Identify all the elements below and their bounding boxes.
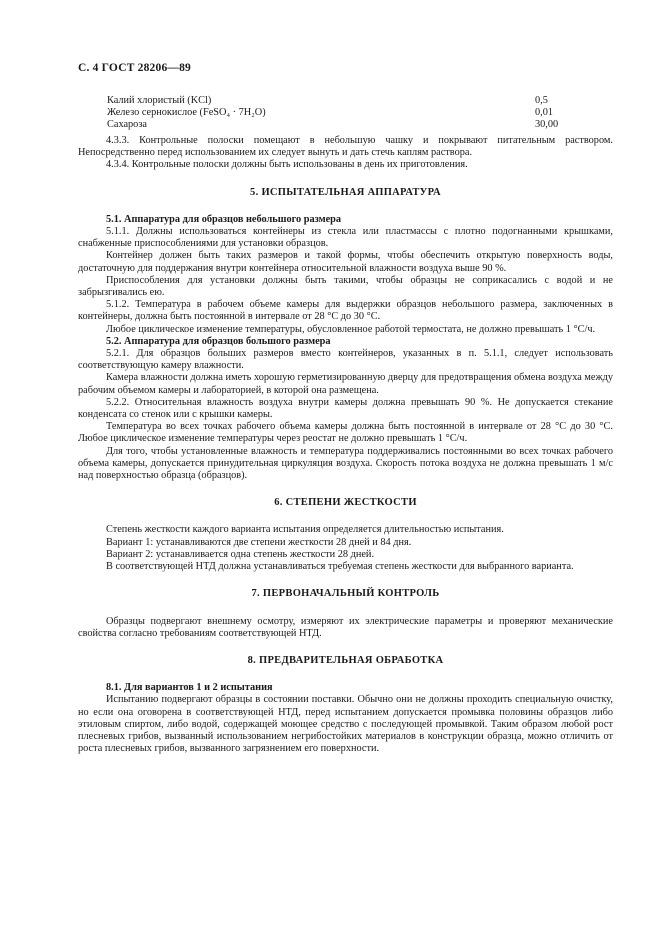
reagent-name: Калий хлористый (KCl) [107,95,212,106]
paragraph: Камера влажности должна иметь хорошую герметизированную дверцу для предотвращения обмена воздуха между рабочим объемом камеры и лабораторией, в которой она размещена. [78,372,613,396]
paragraph: Вариант 2: устанавливается одна степень жесткости 28 дней. [106,548,375,560]
paragraph: Для того, чтобы установленные влажность и температура поддерживались постоянными во всех точках рабочего объема камеры, допускается принудительная циркуляция воздуха. Скорость потока воздуха не должна превышать 1 м/с над поверхностью образца (образцов). [78,445,613,482]
section-5-heading: 5. ИСПЫТАТЕЛЬНАЯ АППАРАТУРА [250,186,441,198]
reagent-table [107,95,567,132]
paragraph-5-2-1: 5.2.1. Для образцов больших размеров вместо контейнеров, указанных в п. 5.1.1, следует использовать соответствующую камеру влажности. [78,348,613,372]
reagent-value: 0,01 [535,107,554,119]
paragraph-5-1-1: 5.1.1. Должны использоваться контейнеры из стекла или пластмассы с плотно подогнанными крышками, снабженные приспособлениями для установки образцов. [78,226,613,250]
reagent-name: Железо сернокислое (FeSO₄ · 7H₂O) [107,107,266,119]
paragraph: Приспособления для установки должны быть такими, чтобы образцы не соприкасались с водой и не забрызгивались ею. [78,274,613,299]
reagent-value: 0,5 [535,95,548,106]
paragraph: Контейнер должен быть таких размеров и такой формы, чтобы обеспечить открытую поверхность воды, достаточную для поддержания внутри контейнера относительной влажности воздуха выше 90 %. [78,250,613,274]
reagent-name: Сахароза [107,119,147,131]
paragraph: Образцы подвергают внешнему осмотру, измеряют их электрические параметры и проверяют механические свойства согласно требованиям соответствующей НТД. [78,615,613,639]
reagent-row [107,119,567,131]
paragraph-5-2-2: 5.2.2. Относительная влажность воздуха внутри камеры должна превышать 90 %. Не допускается стекание конденсата со стенок или с крышки камеры. [78,396,613,421]
running-head: С. 4 ГОСТ 28206—89 [78,62,191,74]
subsection-8-1-heading: 8.1. Для вариантов 1 и 2 испытания [106,682,273,694]
paragraph: Степень жесткости каждого варианта испытания определяется длительностью испытания. [106,524,504,536]
paragraph: Испытанию подвергают образцы в состоянии поставки. Обычно они не должны проходить специальную очистку, но если она оговорена в соответствующей НТД, перед испытанием допускается промывка половины образцов либо этиловым спиртом, либо водой, содержащей моющее средство с последующей промывкой. Таким образом любой рост плесневых грибов, вызванный использованием негрибостойких материалов в конструкции образца, можно отличить от роста плесневых грибов, вызванного загрязнением его поверхности. [78,694,613,755]
section-6-heading: 6. СТЕПЕНИ ЖЕСТКОСТИ [274,497,417,509]
paragraph: Вариант 1: устанавливаются две степени жесткости 28 дней и 84 дня. [106,536,412,548]
paragraph-4-3-4: 4.3.4. Контрольные полоски должны быть использованы в день их приготовления. [106,159,468,171]
paragraph: Температура во всех точках рабочего объема камеры должна быть постоянной в интервале от 28 °С до 30 °С. Любое циклическое изменение температуры через реостат не должно превышать 1 °С/ч. [78,421,613,445]
reagent-value: 30,00 [535,119,559,131]
paragraph-4-3-3: 4.3.3. Контрольные полоски помещают в небольшую чашку и покрывают питательным раствором. Непосредственно перед использованием их следует вынуть и дать стечь каплям раствора. [78,135,613,159]
paragraph: В соответствующей НТД должна устанавливаться требуемая степень жесткости для выбранного варианта. [106,561,574,573]
section-8-heading: 8. ПРЕДВАРИТЕЛЬНАЯ ОБРАБОТКА [247,654,444,666]
document-body [78,135,613,755]
paragraph: Любое циклическое изменение температуры, обусловленное работой термостата, не должно превышать 1 °С/ч. [106,323,596,335]
subsection-5-2-heading: 5.2. Аппаратура для образцов большого размера [106,335,331,347]
reagent-row [107,95,567,107]
paragraph-5-1-2: 5.1.2. Температура в рабочем объеме камеры для выдержки образцов небольшого размера, заключенных в контейнеры, должна быть постоянной в интервале от 28 °С до 30 °С. [78,299,613,323]
subsection-5-1-heading: 5.1. Аппаратура для образцов небольшого размера [106,213,342,225]
section-7-heading: 7. ПЕРВОНАЧАЛЬНЫЙ КОНТРОЛЬ [251,588,440,600]
reagent-row [107,107,567,119]
